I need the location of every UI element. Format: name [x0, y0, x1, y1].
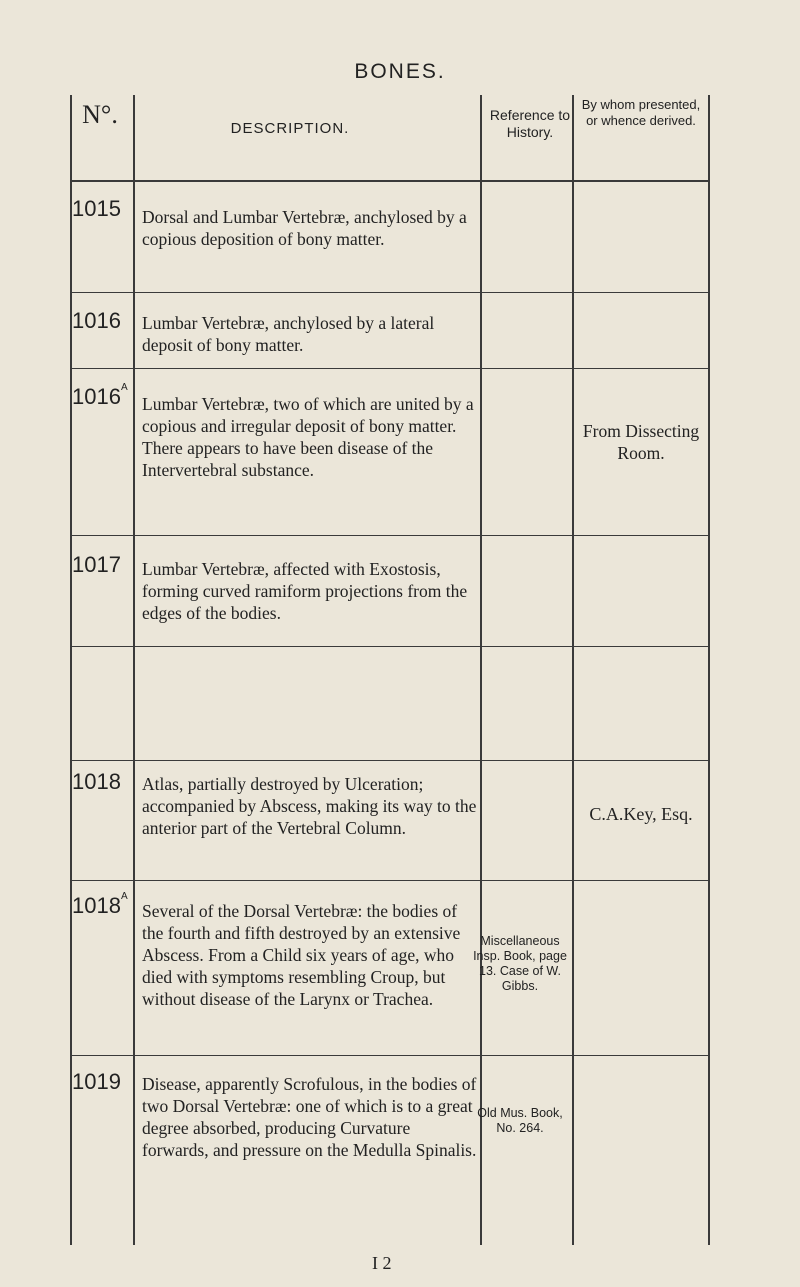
header-by-whom: By whom presented, or whence derived.	[581, 97, 701, 128]
row-description: Several of the Dorsal Vertebræ: the bodies of the fourth and fifth destroyed by an extensive Abscess. From a Child six years of age, who died with symptoms resembling Croup, but without disease of the Larynx or Trachea.	[142, 901, 461, 1009]
header-description: DESCRIPTION.	[230, 120, 350, 137]
header-number: N°.	[82, 100, 118, 129]
page-number: I 2	[372, 1253, 392, 1273]
page-title: BONES.	[354, 60, 446, 83]
header-reference: Reference to History.	[489, 107, 571, 140]
row-description: Disease, apparently Scrofulous, in the bodies of two Dorsal Vertebræ: one of which is to a great degree absorbed, producing Curvature forwards, and pressure on the Medulla Spinalis.	[142, 1074, 477, 1160]
row-reference: Old Mus. Book, No. 264.	[477, 1106, 563, 1135]
row-description: Dorsal and Lumbar Vertebræ, anchylosed by a copious deposition of bony matter.	[142, 207, 467, 249]
row-description: Lumbar Vertebræ, affected with Exostosis, forming curved ramiform projections from the edges of the bodies.	[142, 559, 468, 623]
row-number: 1015	[72, 196, 121, 221]
row-description: Lumbar Vertebræ, two of which are united by a copious and irregular deposit of bony matter. There appears to have been disease of the Intervertebral substance.	[142, 394, 474, 480]
row-source: C.A.Key, Esq.	[589, 804, 693, 824]
row-number: $1016^A$	[72, 382, 128, 409]
row-number: 1016	[72, 308, 121, 333]
row-number: 1019	[72, 1069, 121, 1094]
row-number: 1018	[72, 769, 121, 794]
row-description: Lumbar Vertebræ, anchylosed by a lateral deposit of bony matter.	[142, 313, 435, 355]
row-number: 1017	[72, 552, 121, 577]
row-source: From Dissecting Room.	[582, 421, 700, 463]
row-description: Atlas, partially destroyed by Ulceration; accompanied by Abscess, making its way to the anterior part of the Vertebral Column.	[142, 774, 477, 838]
row-reference: Miscellaneous Insp. Book, page 13. Case of W. Gibbs.	[473, 934, 567, 993]
row-number: $1018^A$	[72, 891, 128, 918]
